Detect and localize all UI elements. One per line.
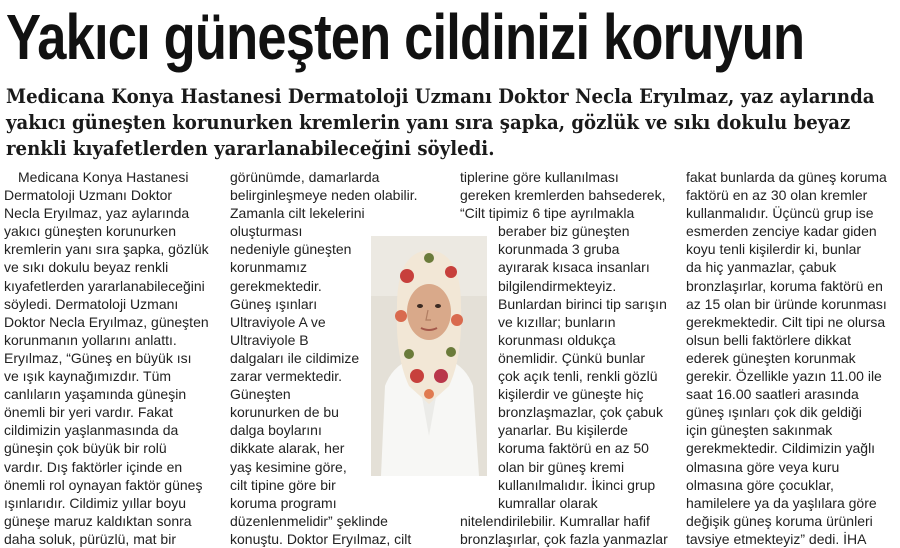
text-line: bronzlaşırlar, koruma faktörü en	[686, 277, 883, 294]
text-line: Güneşten	[230, 386, 291, 403]
text-line: yakıcı güneşten korunurken	[4, 223, 176, 240]
text-line: ve sıkı dokulu beyaz renkli	[4, 259, 169, 276]
text-line: korunmanın yollarını anlattı.	[4, 331, 177, 348]
text-line: faktörü en az 30 olan kremler	[686, 187, 868, 204]
text-line: olsun belli faktörlere dikkat	[686, 331, 851, 348]
headline: Yakıcı güneşten cildinizi koruyun	[6, 1, 805, 73]
text-line: nedeniyle güneşten	[230, 241, 352, 258]
text-line: güneşe maruz kaldıktan sonra	[4, 512, 192, 529]
article-column-4	[686, 168, 898, 548]
text-line: daha soluk, pürüzlü, mat bir	[4, 530, 176, 547]
text-line: korunmamız	[230, 259, 308, 276]
text-line: koruma faktörü en az 50	[498, 440, 649, 457]
text-line: “Cilt tipimiz 6 tipe ayrılmakla	[460, 205, 635, 222]
text-line: koruma programı	[230, 494, 337, 511]
text-line: korunması oldukça	[498, 331, 616, 348]
text-line: ayırarak kısaca insanları	[498, 259, 650, 276]
text-line: canlıların yaşamında güneşin	[4, 386, 187, 403]
text-line: için güneşten sakınmak	[686, 422, 833, 439]
text-line: esmerden zenciye kadar giden	[686, 223, 877, 240]
text-line: güneşin çok büyük bir rolü	[4, 440, 167, 457]
text-line: hamilelere ya da yaşlılara göre	[686, 494, 877, 511]
text-line: yanarlar. Bu kişilerde	[498, 422, 628, 439]
text-line: kullanılmalıdır. İkinci grup	[498, 476, 656, 493]
text-line: zarar vermektedir.	[230, 368, 343, 385]
text-line: kişilerdir ve güneşte hiç	[498, 386, 644, 403]
text-line: beraber biz güneşten	[498, 223, 630, 240]
text-line: saat 16.00 saatleri arasında	[686, 386, 859, 403]
text-line: kullanmalıdır. Üçüncü grup ise	[686, 205, 874, 222]
text-line: çok açık tenli, renkli gözlü	[498, 368, 658, 385]
text-line: Bunlardan birinci tip sarışın	[498, 295, 667, 312]
text-line: değişik güneş koruma ürünleri	[686, 512, 873, 529]
text-line: önemli rol oynayan faktör güneş	[4, 476, 203, 493]
text-line: belirginleşmeye neden olabilir.	[230, 187, 418, 204]
text-line: yaş kesimine göre,	[230, 458, 347, 475]
text-line: ışınlarıdır. Cildimiz yıllar boyu	[4, 494, 187, 511]
text-line: bronzlaşmazlar, çok çabuk	[498, 404, 663, 421]
text-line: oluşturması	[230, 223, 303, 240]
text-line: olmasına göre çocuklar,	[686, 476, 834, 493]
text-line: bronzlaşırlar, çok fazla yanmazlar	[460, 530, 668, 547]
text-line: korunmada 3 gruba	[498, 241, 620, 258]
text-line: gerekir. Özellikle yazın 11.00 ile	[686, 368, 882, 385]
text-line: olan bir güneş kremi	[498, 458, 625, 475]
text-line: Zamanla cilt lekelerini	[230, 205, 365, 222]
text-line: nitelendirilebilir. Kumrallar hafif	[460, 512, 650, 529]
text-line: kremlerin yanı sıra şapka, gözlük	[4, 241, 209, 258]
text-line: gerekmektedir.	[230, 277, 322, 294]
text-line: düzenlenmelidir” şeklinde	[230, 512, 388, 529]
text-line: önemlidir. Çünkü bunlar	[498, 349, 646, 366]
text-line: güneş ışınları çok dik geldiği	[686, 404, 862, 421]
text-line: Ultraviyole B	[230, 331, 309, 348]
text-line: cilt tipine göre bir	[230, 476, 336, 493]
text-line: bilgilendirmekteyiz.	[498, 277, 617, 294]
text-line: dalgaları ile cildimize	[230, 349, 360, 366]
article-column-1	[4, 168, 216, 548]
text-line: fakat bunlarda da güneş koruma	[686, 169, 887, 185]
text-line: tavsiye etmekteyiz” dedi. İHA	[686, 530, 867, 547]
text-line: az 15 olan bir üründe korunması	[686, 295, 887, 312]
article-column-3	[460, 168, 670, 548]
text-line: ederek güneşten korunmak	[686, 349, 856, 366]
text-line: kumrallar olarak	[498, 494, 598, 511]
text-line: önemli bir yeri vardır. Fakat	[4, 404, 173, 421]
text-line: görünümde, damarlarda	[230, 169, 380, 185]
text-line: vardır. Dış faktörler içinde en	[4, 458, 183, 475]
text-line: koyu tenli kişilerdir ki, bunlar	[686, 241, 862, 258]
text-line: Doktor Necla Eryılmaz, güneşten	[4, 313, 209, 330]
text-line: konuştu. Doktor Eryılmaz, cilt	[230, 530, 412, 547]
text-line: Eryılmaz, “Güneş en büyük ısı	[4, 349, 192, 366]
text-line: Medicana Konya Hastanesi	[18, 169, 189, 185]
text-line: dalga boylarını	[230, 422, 322, 439]
text-line: Necla Eryılmaz, yaz aylarında	[4, 205, 190, 222]
text-line: olmasına göre veya kuru	[686, 458, 840, 475]
text-line: dikkate alarak, her	[230, 440, 345, 457]
text-line: gerekmektedir. Cilt tipi ne olursa	[686, 313, 886, 330]
text-line: tiplerine göre kullanılması	[460, 169, 619, 185]
text-line: kıyafetlerden yararlanabileceğini	[4, 277, 205, 294]
text-line: Dermatoloji Uzmanı Doktor	[4, 187, 173, 204]
text-line: Ultraviyole A ve	[230, 313, 326, 330]
text-line: ve ışık kaynağımızdır. Tüm	[4, 368, 172, 385]
text-line: gereken kremlerden bahsederek,	[460, 187, 666, 204]
deck-summary: Medicana Konya Hastanesi Dermatoloji Uzmanı Doktor Necla Eryılmaz, yaz aylarında yakıcı güneşten korunurken kremlerin yanı sıra şapka, gözlük ve sıkı dokulu beyaz renkli kıyafetlerden yararlanabileceğini söyledi.	[6, 85, 875, 160]
text-line: da hiç yanmazlar, çabuk	[686, 259, 837, 276]
text-line: korunurken de bu	[230, 404, 339, 421]
text-line: söyledi. Dermatoloji Uzmanı	[4, 295, 179, 312]
text-line: cildimizin yaşlanmasında da	[4, 422, 179, 439]
text-line: gerekmektedir. Cildimizin yağlı	[686, 440, 876, 457]
text-line: ve kızıllar; bunların	[498, 313, 616, 330]
text-line: Güneş ışınları	[230, 295, 318, 312]
